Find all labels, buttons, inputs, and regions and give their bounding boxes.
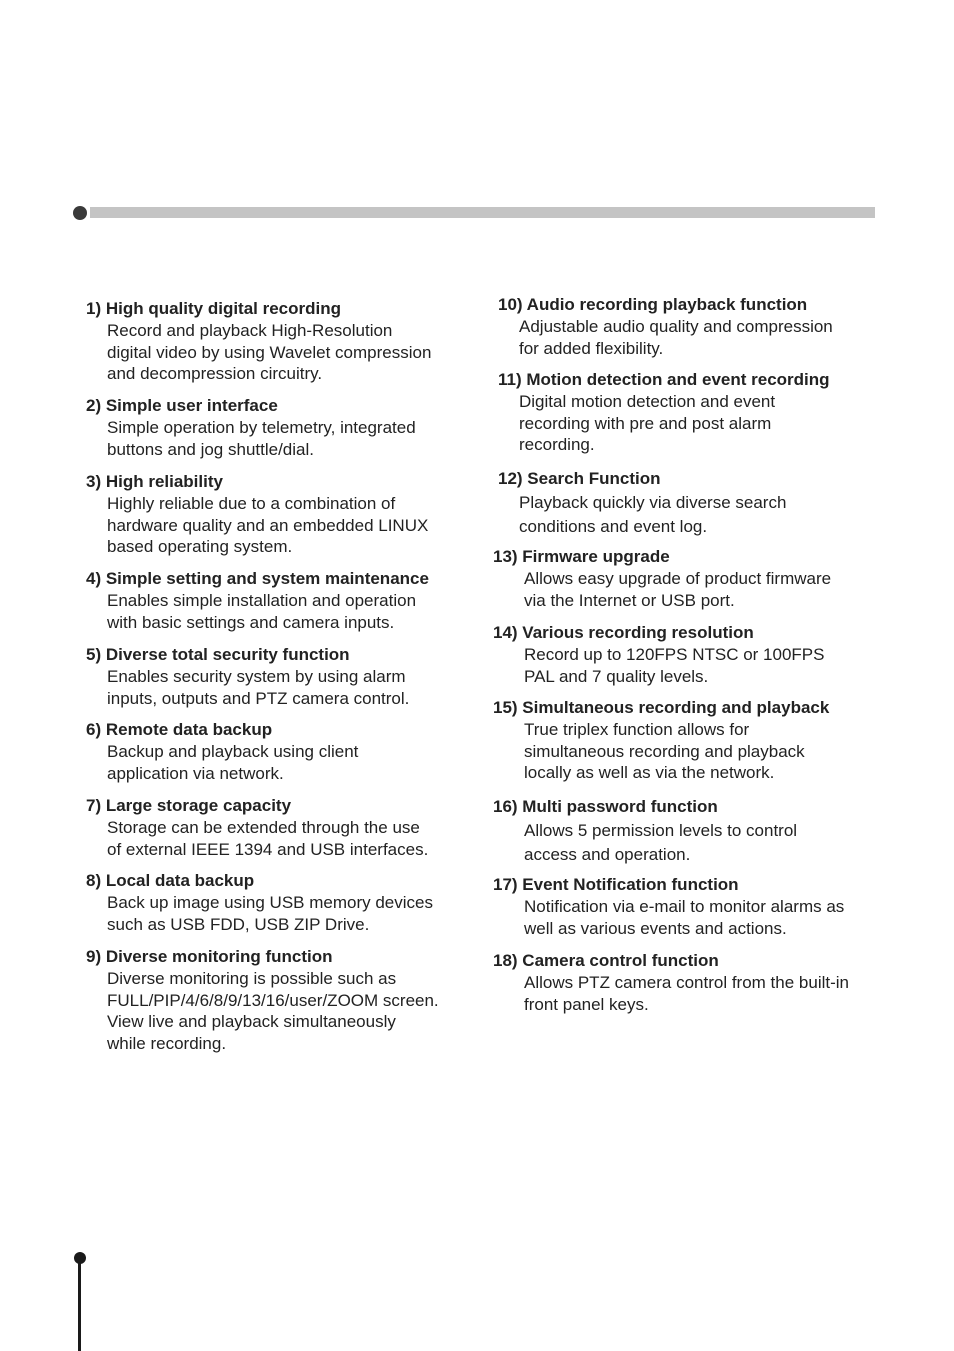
feature-description: Allows PTZ camera control from the built-in front panel keys. (524, 972, 849, 1014)
feature-item (86, 719, 358, 784)
feature-description: Enables simple installation and operation with basic settings and camera inputs. (107, 590, 417, 632)
feature-item (493, 795, 797, 867)
feature-title: 18) Camera control function (493, 951, 719, 970)
feature-item (498, 294, 833, 359)
feature-title: 5) Diverse total security function (86, 645, 350, 664)
feature-description: Allows 5 permission levels to control access and operation. (524, 821, 798, 864)
feature-item (498, 467, 786, 539)
feature-title: 10) Audio recording playback function (498, 295, 808, 314)
feature-title: 12) Search Function (498, 469, 661, 488)
feature-item (86, 795, 428, 860)
feature-description: Digital motion detection and event recording with pre and post alarm recording. (519, 391, 776, 455)
feature-title: 1) High quality digital recording (86, 299, 342, 318)
feature-description: Simple operation by telemetry, integrated buttons and jog shuttle/dial. (107, 417, 416, 459)
feature-item (498, 369, 830, 456)
feature-title: 17) Event Notification function (493, 875, 739, 894)
feature-description: Adjustable audio quality and compression for added flexibility. (519, 316, 833, 358)
feature-item (86, 395, 416, 460)
feature-item (86, 471, 428, 558)
feature-item (86, 298, 431, 385)
feature-item (493, 697, 829, 784)
feature-item (493, 546, 831, 611)
feature-description: Playback quickly via diverse search conditions and event log. (519, 493, 787, 536)
header-bullet-icon (73, 206, 87, 220)
feature-title: 8) Local data backup (86, 871, 255, 890)
feature-description: Diverse monitoring is possible such as FULL/PIP/4/6/8/9/13/16/user/ZOOM screen. View live and playback simultaneously while recording. (107, 968, 439, 1054)
feature-title: 2) Simple user interface (86, 396, 278, 415)
feature-title: 3) High reliability (86, 472, 223, 491)
header-rule (90, 207, 875, 218)
feature-description: Record up to 120FPS NTSC or 100FPS PAL and 7 quality levels. (524, 644, 825, 686)
feature-title: 11) Motion detection and event recording (498, 370, 830, 389)
feature-item (493, 874, 844, 939)
feature-item (493, 950, 849, 1015)
feature-title: 16) Multi password function (493, 797, 718, 816)
feature-description: Back up image using USB memory devices such as USB FDD, USB ZIP Drive. (107, 892, 433, 934)
feature-description: Notification via e-mail to monitor alarms as well as various events and actions. (524, 896, 845, 938)
feature-title: 4) Simple setting and system maintenance (86, 569, 429, 588)
feature-description: Record and playback High-Resolution digital video by using Wavelet compression and decompression circuitry. (107, 320, 432, 384)
feature-item (86, 946, 439, 1055)
feature-title: 13) Firmware upgrade (493, 547, 670, 566)
feature-description: Backup and playback using client application via network. (107, 741, 359, 783)
feature-title: 6) Remote data backup (86, 720, 273, 739)
feature-item (86, 870, 433, 935)
feature-description: True triplex function allows for simultaneous recording and playback locally as well as via the network. (524, 719, 805, 783)
feature-title: 15) Simultaneous recording and playback (493, 698, 830, 717)
feature-description: Allows easy upgrade of product firmware via the Internet or USB port. (524, 568, 832, 610)
feature-title: 7) Large storage capacity (86, 796, 292, 815)
feature-title: 14) Various recording resolution (493, 623, 754, 642)
feature-item (493, 622, 824, 687)
feature-description: Storage can be extended through the use of external IEEE 1394 and USB interfaces. (107, 817, 429, 859)
feature-item (86, 568, 429, 633)
feature-description: Enables security system by using alarm inputs, outputs and PTZ camera control. (107, 666, 410, 708)
feature-item (86, 644, 409, 709)
footer-rule (78, 1260, 81, 1351)
feature-title: 9) Diverse monitoring function (86, 947, 333, 966)
feature-description: Highly reliable due to a combination of hardware quality and an embedded LINUX based operating system. (107, 493, 429, 557)
